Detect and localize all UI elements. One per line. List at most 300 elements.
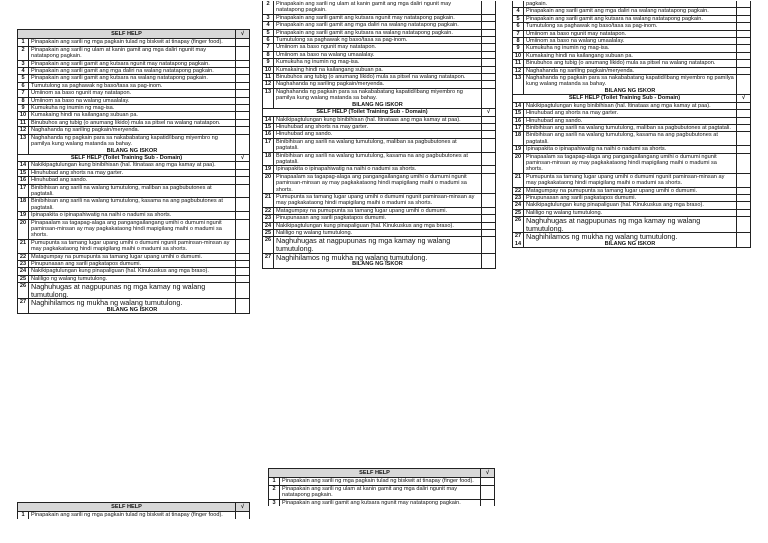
item-number: 6 [263,37,274,43]
self-help-table-col2-bottom [268,468,495,506]
check-cell [482,215,495,221]
check-cell [482,67,495,73]
table-row [513,38,750,45]
check-cell [482,15,495,21]
check-cell [236,47,249,60]
check-cell [481,478,494,484]
check-cell [236,135,249,148]
item-number: 24 [513,202,524,208]
item-number: 25 [513,210,524,216]
check-cell [236,268,249,274]
table-row [513,45,750,52]
item-number: 24 [263,223,274,229]
item-number: 11 [513,60,524,66]
check-cell [482,131,495,137]
item-number: 11 [18,120,29,126]
item-text: Naghahanda ng pagkain para sa nakababatang kapatid/ibang miyembro ng pamilya kung walang matanda sa bahay. [274,89,482,102]
item-text: Hinuhubad ang sando. [274,131,482,137]
check-cell [482,37,495,43]
item-text: Pinapaalam sa tagapag-alaga ang pangangailangang umihi o dumumi ngunit paminsan-minsan ay may pagkakataong hindi mapigilang maihi o madumi sa shorts. [274,174,482,193]
item-text: Nakikipagtulungan kung binibihisan (hal. Itinataas ang mga kamay at paa). [274,117,482,123]
item-text: Umiinom sa baso ngunit may natatapon. [29,90,236,96]
table-row [269,486,494,500]
check-cell [236,120,249,126]
item-text: Hinuhubad ang sando. [29,177,236,183]
item-text: Pinapaalam sa tagapag-alaga ang pangangailangang umihi o dumumi ngunit paminsan-minsan ay may pagkakataong hindi mapigilang maihi o madumi sa shorts. [29,220,236,239]
check-cell [482,1,495,14]
item-text: Naghuhugas at nagpupunas ng mga kamay ng walang tumutulong. [524,217,737,232]
item-number: 22 [513,188,524,194]
check-cell [737,174,750,187]
item-number: 20 [263,174,274,193]
item-text: Binubuhos ang tubig (o anumang likido) mula sa pitsel na walang natatapon. [524,60,737,66]
item-text: Pinupunasan ang sarili pagkatapos dumumi. [29,261,236,267]
check-cell [482,124,495,130]
item-text: Binubuhos ang tubig (o anumang likido) mula sa pitsel na walang natatapon. [274,74,482,80]
item-text: Umiinom sa baso na walang umaalalay. [274,52,482,58]
score-row [18,307,249,313]
score-row [513,88,750,95]
table-row [513,1,750,8]
item-text: Binubuhos ang tubig (o anumang likido) mula sa pitsel na walang natatapon. [29,120,236,126]
item-number: 7 [263,44,274,50]
item-number: 18 [513,132,524,145]
item-text: Naghihilamos ng mukha ng walang tumutulong. [274,254,482,262]
item-text: Binibihisan ang sarili na walang tumutulong, kasama na ang pagbubutones at pagtatali. [29,198,236,211]
check-cell [236,162,249,168]
check-cell [236,83,249,89]
self-help-rows [263,1,495,102]
item-text: Pinapakain ang sarili gamit ang mga daliri na walang natatapong pagkain. [524,8,737,14]
item-text: Matagumpay na pumupunta sa tamang lugar upang umihi o dumumi. [524,188,737,194]
check-mark: √ [741,95,746,102]
table-row [513,23,750,30]
table-row [18,120,249,127]
table-row [263,153,495,167]
item-text: Tumutulong sa paghawak ng baso/tasa sa pag-inom. [274,37,482,43]
item-text: Naghuhugas at nagpupunas ng mga kamay ng walang tumutulong. [274,237,482,252]
item-number: 12 [263,81,274,87]
table-row [513,202,750,209]
item-number: 17 [513,125,524,131]
check-cell [236,177,249,183]
table-row [18,61,249,68]
check-cell [737,195,750,201]
item-number: 21 [18,240,29,253]
check-cell [737,118,750,124]
item-number: 15 [18,170,29,176]
item-text: Kumukuha ng inumin ng mag-isa. [524,45,737,51]
table-row [263,166,495,173]
table-row [18,39,249,46]
check-cell [737,68,750,74]
table-row [513,53,750,60]
table-row [18,212,249,219]
table-row [513,103,750,110]
table-row [263,30,495,37]
item-number: 14 [513,103,524,109]
item-number: 23 [18,261,29,267]
item-number: 16 [263,131,274,137]
item-number: 27 [263,254,274,262]
table-row [18,177,249,184]
toilet-title: SELF HELP (Toilet Training Sub - Domain) [513,95,737,101]
table-row [513,233,750,241]
item-number: 1 [18,512,29,518]
item-text: Hinuhubad ang shorts na may garter. [29,170,236,176]
check-cell [236,112,249,118]
check-cell [737,103,750,109]
score-label: BILANG NG ISKOR [524,88,737,94]
check-cell [482,74,495,80]
check-cell [737,60,750,66]
table-row [18,105,249,112]
self-help-rows [18,39,249,147]
item-text: Naliligo ng walang tumutulong. [274,230,482,236]
item-text: Binibihisan ang sarili na walang tumutulong, maliban sa pagbubutones at pagtatali. [29,185,236,198]
table-row [513,132,750,146]
table-row [263,208,495,215]
table-row [513,154,750,174]
table-row [263,81,495,88]
item-number: 23 [513,195,524,201]
check-mark: √ [240,504,245,510]
table-row [263,254,495,262]
table-row [513,146,750,153]
toilet-header [18,155,249,162]
table-row [263,44,495,51]
check-cell [737,110,750,116]
score-row [263,102,495,109]
check-cell [236,240,249,253]
item-text: Pinapakain ang sarili gamit ang kutsara ngunit may natatapong pagkain. [274,15,482,21]
table-row [18,75,249,82]
self-help-table-col1 [17,29,250,314]
item-text: Matagumpay na pumupunta sa tamang lugar upang umihi o dumumi. [274,208,482,214]
check-cell [737,188,750,194]
item-number: 14 [18,162,29,168]
table-row [263,215,495,222]
table-row [263,89,495,102]
table-row [18,283,249,299]
table-row [263,139,495,153]
item-number: 15 [263,124,274,130]
item-text: Pinapakain ang sarili gamit ang kutsara ngunit may natatapong pagkain. [280,500,481,506]
item-text: Pinapakain ang sarili ng ulam at kanin gamit ang mga daliri ngunit may natatapong pagkain. [274,1,482,14]
table-row [18,254,249,261]
item-number: 3 [263,15,274,21]
toilet-rows [513,103,750,241]
item-text: Naghahanda ng sariling pagkain/meryenda. [524,68,737,74]
check-cell [236,75,249,81]
item-text: Nakikipagtulungan kung pinapaliguan (hal. Kinukuskus ang mga braso). [29,268,236,274]
check-cell [482,59,495,65]
item-text: Naliligo ng walang tumutulong. [524,210,737,216]
item-number: 7 [513,31,524,37]
table-row [18,261,249,268]
item-text: Pinupunasan ang sarili pagkatapos dumumi. [524,195,737,201]
item-number: 12 [513,68,524,74]
table-row [513,125,750,132]
item-number: 26 [18,283,29,298]
item-text: Pinapakain ang sarili ng mga pagkain tulad ng biskwit at tinapay (finger food). [29,512,236,518]
item-text: Naghahanda ng pagkain para sa nakababatang kapatid/ibang miyembro ng pamilya kung walang matanda sa bahay. [524,75,737,88]
item-text: Kumukuha ng inumin ng mag-isa. [274,59,482,65]
check-cell [737,210,750,216]
check-cell [236,299,249,307]
check-cell [482,117,495,123]
score-number: 14 [513,241,524,247]
table-row [269,478,494,485]
check-cell [737,75,750,88]
score-label: BILANG NG ISKOR [29,148,236,154]
table-row [513,31,750,38]
check-cell [737,45,750,51]
item-number: 8 [513,38,524,44]
self-help-table-col1-bottom [17,502,250,519]
check-cell [236,185,249,198]
self-help-header [269,469,494,478]
item-text: Pinapakain ang sarili ng mga pagkain tulad ng biskwit at tinapay (finger food). [29,39,236,45]
self-help-rows [513,8,750,87]
check-cell [737,217,750,232]
item-text: Kumakaing hindi na kailangang subuan pa. [524,53,737,59]
item-text: Binibihisan ang sarili na walang tumutulong, kasama na ang pagbubutones at pagtatali. [274,153,482,166]
table-row [263,1,495,15]
self-help-header [18,503,249,512]
score-label: BILANG NG ISKOR [274,261,482,267]
toilet-rows [263,117,495,262]
score-label: BILANG NG ISKOR [29,307,236,313]
item-number: 18 [18,198,29,211]
item-text: Naghihilamos ng mukha ng walang tumutulong. [524,233,737,241]
table-row [18,268,249,275]
table-row [263,131,495,138]
item-text: Umiinom sa baso ngunit may natatapon. [274,44,482,50]
item-text: pagkain. [524,1,737,7]
self-help-header [18,30,249,39]
item-text: Pinapakain ang sarili ng mga pagkain tulad ng biskwit at tinapay (finger food). [280,478,481,484]
table-row [18,83,249,90]
item-text: Pinupunasan ang sarili pagkatapos dumumi. [274,215,482,221]
check-cell [236,254,249,260]
item-text: Tumutulong sa paghawak ng baso/tasa sa pag-inom. [524,23,737,29]
score-row [18,148,249,155]
item-number: 5 [513,16,524,22]
toilet-header [513,95,750,102]
item-number: 8 [18,98,29,104]
item-number: 2 [269,486,280,499]
item-number: 21 [263,194,274,207]
item-number: 24 [18,268,29,274]
item-text: Pinapakain ang sarili gamit ang kutsara na walang natatapong pagkain. [29,75,236,81]
check-mark: √ [240,31,245,37]
check-cell [236,198,249,211]
check-cell [236,105,249,111]
table-row [18,170,249,177]
check-cell [236,212,249,218]
table-row [263,22,495,29]
item-text: Naghahanda ng pagkain para sa nakababatang kapatid/ibang miyembro ng pamilya kung walang matanda sa bahay. [29,135,236,148]
item-number: 3 [269,500,280,506]
table-row [18,162,249,169]
check-cell [236,39,249,45]
score-label: BILANG NG ISKOR [524,241,737,247]
item-number: 10 [18,112,29,118]
check-cell [737,53,750,59]
item-number: 26 [263,237,274,252]
item-number: 17 [263,139,274,152]
item-text: Kumakaing hindi na kailangang subuan pa. [29,112,236,118]
item-number: 1 [18,39,29,45]
item-number: 25 [18,276,29,282]
table-row [18,90,249,97]
table-row [18,185,249,199]
item-number: 5 [263,30,274,36]
check-cell [482,166,495,172]
item-number: 6 [18,83,29,89]
item-text: Binibihisan ang sarili na walang tumutulong, maliban sa pagbubutones at pagtatali. [274,139,482,152]
item-number: 13 [513,75,524,88]
table-row [18,98,249,105]
check-cell [482,81,495,87]
item-number: 27 [18,299,29,307]
table-row [263,174,495,194]
check-cell [236,61,249,67]
item-text: Pinapakain ang sarili ng ulam at kanin gamit ang mga daliri ngunit may natatapong pagkain. [29,47,236,60]
self-help-title: SELF HELP [18,503,236,511]
check-cell [482,174,495,193]
item-text: Pinapakain ang sarili gamit ang kutsara na walang natatapong pagkain. [274,30,482,36]
check-cell [482,22,495,28]
item-text: Nakikipagtulungan kung binibihisan (hal. Itinataas ang mga kamay at paa). [524,103,737,109]
item-text: Ipinapakita o ipinapahiwatig na naihi o nadumi sa shorts. [524,146,737,152]
table-row [513,16,750,23]
item-text: Nakikipagtulungan kung pinapaliguan (hal. Kinukuskus ang mga braso). [524,202,737,208]
item-text: Naghihilamos ng mukha ng walang tumutulong. [29,299,236,307]
item-text: Matagumpay na pumupunta sa tamang lugar upang umihi o dumumi. [29,254,236,260]
check-cell [482,44,495,50]
item-number: 26 [513,217,524,232]
check-cell [737,125,750,131]
toilet-header [263,109,495,116]
item-text: Binibihisan ang sarili na walang tumutulong, maliban sa pagbubutones at pagtatali. [524,125,737,131]
item-number: 21 [513,174,524,187]
check-cell [482,30,495,36]
item-number: 18 [263,153,274,166]
table-row [513,217,750,233]
item-text: Pinapakain ang sarili gamit ang kutsara ngunit may natatapong pagkain. [29,61,236,67]
table-row [263,15,495,22]
item-number: 3 [18,61,29,67]
table-row [513,195,750,202]
item-number: 19 [263,166,274,172]
check-cell [482,89,495,102]
item-number: 4 [263,22,274,28]
score-row [263,261,495,267]
check-cell [236,127,249,133]
table-row [18,135,249,148]
check-cell [737,8,750,14]
item-number: 16 [513,118,524,124]
item-number: 7 [18,90,29,96]
item-number: 1 [269,478,280,484]
item-text: Tumutulong sa paghawak ng baso/tasa sa pag-inom. [29,83,236,89]
check-cell [482,139,495,152]
item-text: Ipinapakita o ipinapahiwatig na naihi o nadumi sa shorts. [274,166,482,172]
table-row [18,47,249,61]
check-cell [236,170,249,176]
item-text: Hinuhubad ang shorts na may garter. [274,124,482,130]
table-row [263,67,495,74]
item-text: Pinapakain ang sarili gamit ang mga daliri na walang natatapong pagkain. [274,22,482,28]
check-cell [737,132,750,145]
item-text: Pinapakain ang sarili ng ulam at kanin gamit ang mga daliri ngunit may natatapong pagkain. [280,486,481,499]
table-row [513,68,750,75]
toilet-title: SELF HELP (Toilet Training Sub - Domain) [263,109,482,115]
item-number: 17 [18,185,29,198]
table-row [513,110,750,117]
check-mark: √ [485,470,490,476]
item-text: Ipinapakita o ipinapahiwatig na naihi o nadumi sa shorts. [29,212,236,218]
item-number: 20 [513,154,524,173]
table-row [263,74,495,81]
item-number: 4 [18,68,29,74]
item-number: 20 [18,220,29,239]
item-text: Umiinom sa baso ngunit may natatapon. [524,31,737,37]
check-cell [482,230,495,236]
table-row [269,500,494,506]
check-cell [737,16,750,22]
item-number: 15 [513,110,524,116]
item-number: 16 [18,177,29,183]
score-label: BILANG NG ISKOR [274,102,482,108]
score-row [513,241,750,247]
item-text: Pinapakain ang sarili gamit ang kutsara na walang natatapong pagkain. [524,16,737,22]
table-row [513,188,750,195]
check-cell [737,154,750,173]
item-number: 13 [18,135,29,148]
table-row [263,52,495,59]
item-number: 25 [263,230,274,236]
check-cell [482,223,495,229]
item-number: 12 [18,127,29,133]
table-row [18,240,249,254]
table-row [263,223,495,230]
item-number: 10 [263,67,274,73]
check-cell [236,220,249,239]
item-text: Umiinom sa baso na walang umaalalay. [524,38,737,44]
item-number: 14 [263,117,274,123]
self-help-title: SELF HELP [269,469,481,477]
check-cell [236,283,249,298]
check-cell [737,233,750,241]
item-text: Kumakaing hindi na kailangang subuan pa. [274,67,482,73]
item-text: Binibihisan ang sarili na walang tumutulong, kasama na ang pagbubutones at pagtatali. [524,132,737,145]
check-cell [236,68,249,74]
item-number: 22 [263,208,274,214]
table-row [513,174,750,188]
check-cell [737,31,750,37]
self-help-rows [269,478,494,506]
check-cell [236,261,249,267]
item-number: 2 [18,47,29,60]
table-row [263,59,495,66]
table-row [18,68,249,75]
self-help-table-col3 [512,1,751,248]
self-help-table-col2 [262,1,496,269]
item-number: 8 [263,52,274,58]
